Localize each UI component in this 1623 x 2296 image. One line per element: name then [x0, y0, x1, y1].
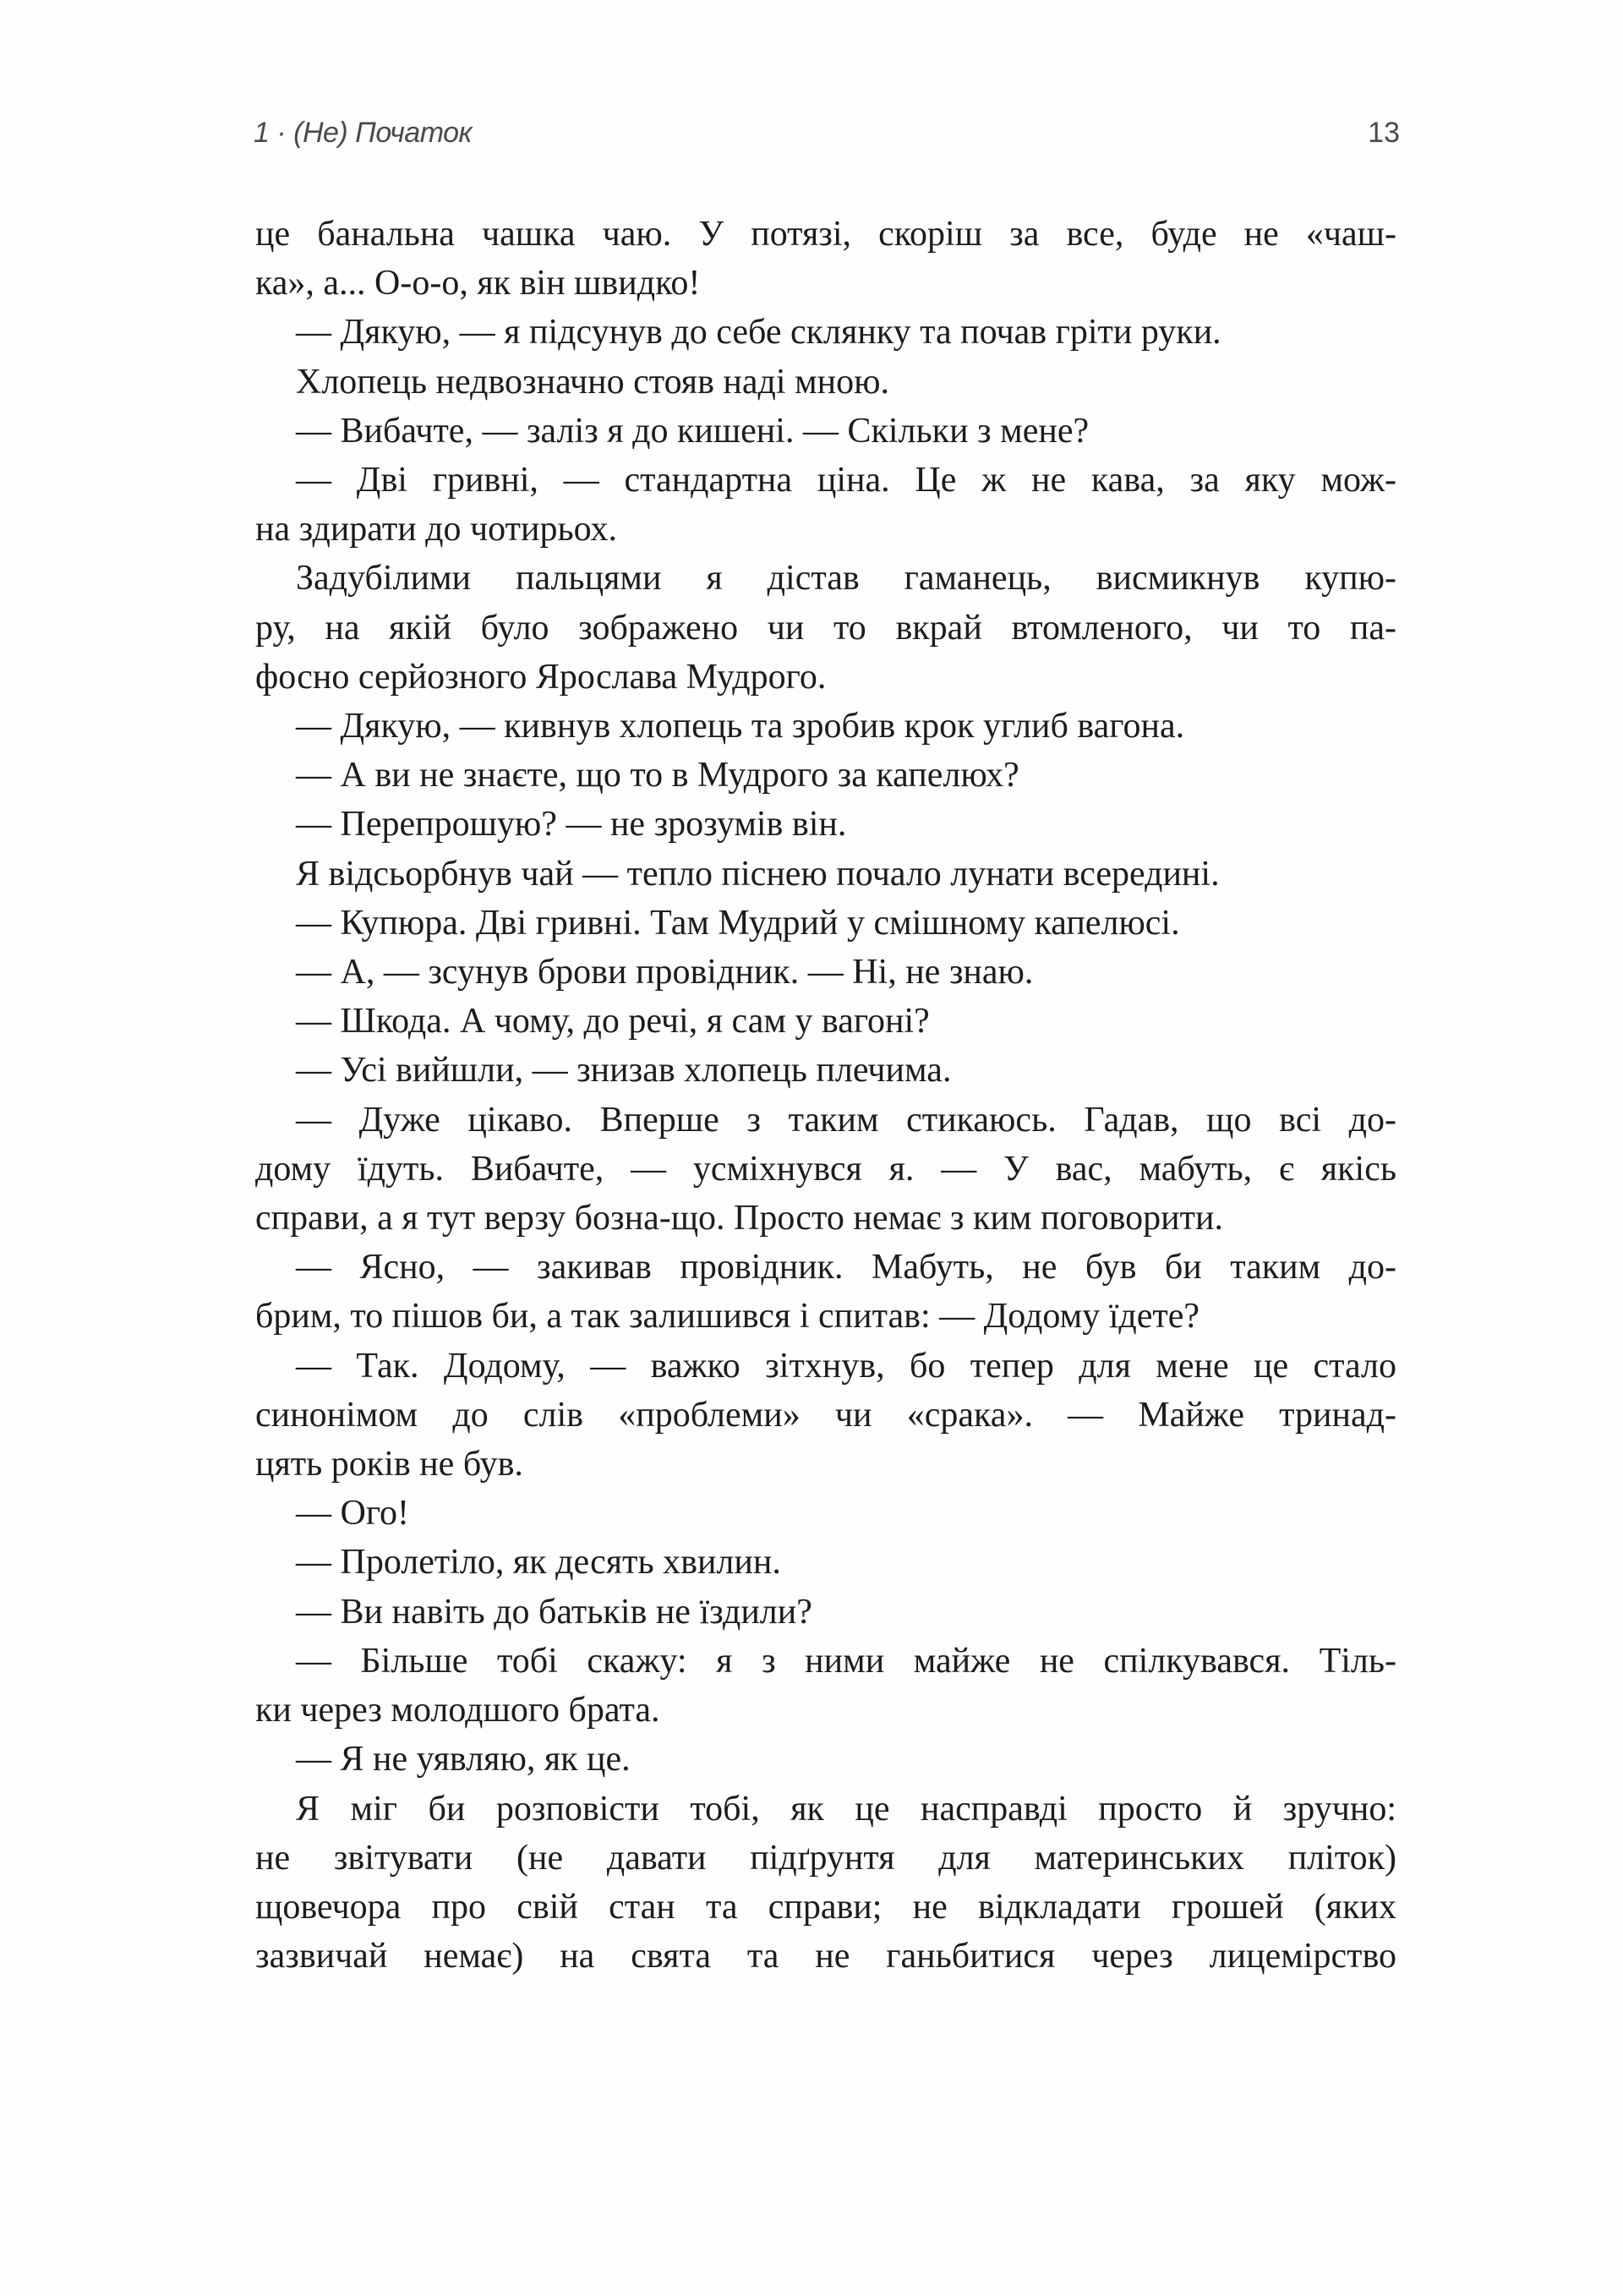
text-line: — Ясно, — закивав провідник. Мабуть, не був би таким до- — [296, 1248, 1396, 1287]
text-line: — Усі вийшли, — знизав хлопець плечима. — [296, 1051, 952, 1091]
running-head — [254, 117, 1400, 159]
paragraph — [255, 1489, 1396, 1538]
text-line: синонімом до слів «проблеми» чи «срака». — Майже тринад- — [255, 1395, 1396, 1435]
text-line: — Дякую, — кивнув хлопець та зробив крок углиб вагона. — [296, 707, 1185, 746]
paragraph — [255, 948, 1396, 997]
text-line: — Так. Додому, — важко зітхнув, бо тепер для мене це стало — [296, 1346, 1396, 1386]
paragraph — [255, 1342, 1396, 1490]
text-line: фосно серйозного Ярослава Мудрого. — [255, 657, 827, 697]
text-line: цять років не був. — [255, 1445, 523, 1484]
text-line: зазвичай немає) на свята та не ганьбитися через лицемірство — [255, 1937, 1396, 1976]
paragraph — [255, 1538, 1396, 1587]
paragraph — [255, 1588, 1396, 1637]
text-line: брим, то пішов би, а так залишився і спитав: — Додому їдете? — [255, 1297, 1200, 1337]
text-line: щовечора про свій стан та справи; не відкладати грошей (яких — [255, 1887, 1396, 1927]
text-line: — Дякую, — я підсунув до себе склянку та почав гріти руки. — [296, 313, 1221, 353]
text-line: це банальна чашка чаю. У потязі, скоріш за все, буде не «чаш- — [255, 215, 1396, 254]
text-line: — Більше тобі скажу: я з ними майже не спілкувався. Тіль- — [296, 1641, 1396, 1681]
paragraph — [255, 850, 1396, 899]
text-line: — Пролетіло, як десять хвилин. — [296, 1543, 781, 1583]
text-line: ки через молодшого брата. — [255, 1691, 660, 1730]
paragraph — [255, 800, 1396, 849]
text-line: — Ого! — [296, 1494, 409, 1533]
paragraph — [255, 1046, 1396, 1095]
page-number: 13 — [1368, 117, 1400, 149]
chapter-title: 1 · (Не) Початок — [254, 117, 473, 149]
text-line: не звітувати (не давати підґрунтя для материнських пліток) — [255, 1838, 1396, 1878]
text-line: на здирати до чотирьох. — [255, 510, 618, 549]
paragraph — [255, 751, 1396, 800]
text-line: Я відсьорбнув чай — тепло піснею почало лунати всередині. — [296, 854, 1220, 894]
paragraph — [255, 407, 1396, 456]
text-line: Задубілими пальцями я дістав гаманець, висмикнув купю- — [296, 559, 1396, 599]
paragraph — [255, 308, 1396, 357]
text-line: справи, а я тут верзу бозна-що. Просто немає з ким поговорити. — [255, 1199, 1223, 1238]
text-line: — А ви не знаєте, що то в Мудрого за капелюх? — [296, 756, 1019, 795]
paragraph — [255, 456, 1396, 554]
paragraph — [255, 1637, 1396, 1735]
paragraph — [255, 358, 1396, 407]
text-line: дому їдуть. Вибачте, — усміхнувся я. — У вас, мабуть, є якісь — [255, 1149, 1396, 1189]
paragraph — [255, 899, 1396, 948]
text-line: — Вибачте, — заліз я до кишені. — Скільки з мене? — [296, 411, 1090, 451]
paragraph — [255, 1785, 1396, 1982]
text-line: Хлопець недвозначно стояв наді мною. — [296, 362, 890, 402]
text-line: — Я не уявляю, як це. — [296, 1740, 631, 1779]
text-line: — А, — зсунув брови провідник. — Ні, не знаю. — [296, 953, 1034, 992]
body-text — [255, 210, 1396, 1981]
paragraph — [255, 1243, 1396, 1341]
text-line: — Дуже цікаво. Вперше з таким стикаюсь. Гадав, що всі до- — [296, 1100, 1396, 1140]
paragraph — [255, 554, 1396, 702]
text-line: — Ви навіть до батьків не їздили? — [296, 1592, 812, 1632]
paragraph — [255, 1735, 1396, 1784]
paragraph — [255, 997, 1396, 1046]
text-line: ка», а... О-о-о, як він швидко! — [255, 264, 701, 303]
paragraph — [255, 702, 1396, 751]
paragraph — [255, 1096, 1396, 1244]
text-line: Я міг би розповісти тобі, як це насправді просто й зручно: — [296, 1789, 1396, 1829]
paragraph — [255, 210, 1396, 308]
text-line: ру, на якій було зображено чи то вкрай втомленого, чи то па- — [255, 608, 1396, 648]
text-line: — Купюра. Дві гривні. Там Мудрий у смішному капелюсі. — [296, 903, 1180, 943]
text-line: — Перепрошую? — не зрозумів він. — [296, 805, 847, 845]
text-line: — Шкода. А чому, до речі, я сам у вагоні? — [296, 1002, 930, 1041]
text-line: — Дві гривні, — стандартна ціна. Це ж не кава, за яку мож- — [296, 461, 1396, 500]
